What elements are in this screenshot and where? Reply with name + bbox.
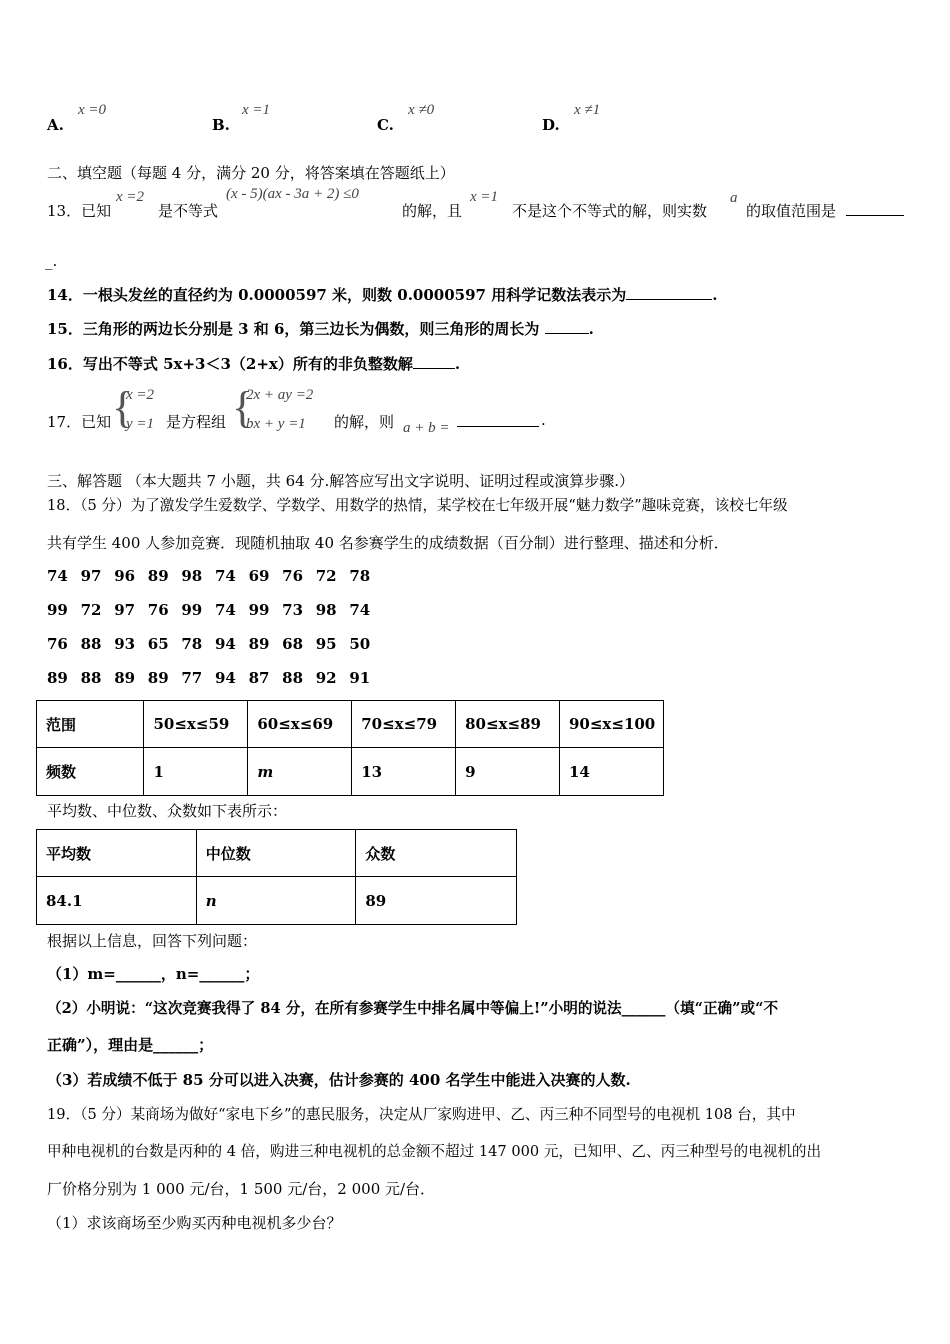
stats-header-mode: 众数 xyxy=(356,830,517,877)
q19-line1: 19．（5 分）某商场为做好“家电下乡”的惠民服务，决定从厂家购进甲、乙、丙三种不同型号的电视机 108 台，其中 xyxy=(47,1106,796,1123)
stats-intro: 平均数、中位数、众数如下表所示： xyxy=(47,802,288,820)
freq-label: 频数 xyxy=(37,748,144,796)
q18-scores-row-2: 99 72 97 76 99 74 99 73 98 74 xyxy=(47,601,371,619)
stats-value-median: n xyxy=(196,877,356,925)
frequency-table-data-row xyxy=(37,748,664,796)
q16-text: 16．写出不等式 5x+3＜3（2+x）所有的非负整数解 . xyxy=(47,355,461,373)
option-c-expr: x ≠0 xyxy=(408,102,435,118)
option-a-letter: A. xyxy=(47,116,64,134)
q13-math-a: a xyxy=(730,190,738,206)
freq-header-60-69: 60≤x≤69 xyxy=(248,701,352,748)
q18-sub2-line1: （2）小明说：“这次竞赛我得了 84 分，在所有参赛学生中排名属中等偏上!”小明的说法______（填“正确”或“不 xyxy=(47,1000,779,1017)
q13-num: 13．已知 xyxy=(47,202,112,220)
q13-answer-blank xyxy=(846,202,904,216)
option-b-letter: B. xyxy=(212,116,230,134)
q18-line2: 共有学生 400 人参加竞赛．现随机抽取 40 名参赛学生的成绩数据（百分制）进行整理、描述和分析． xyxy=(47,534,729,552)
q13-text4: 的取值范围是 xyxy=(746,202,837,220)
freq-header-50-59: 50≤x≤59 xyxy=(144,701,248,748)
q17-sys2-a: 2x + ay =2 xyxy=(246,387,314,403)
q14-text: 14．一根头发丝的直径约为 0.0000597 米，则数 0.0000597 用科学记数法表示为 . xyxy=(47,286,718,304)
freq-value-50-59: 1 xyxy=(144,748,248,796)
stats-table xyxy=(36,829,517,925)
q15-text: 15．三角形的两边长分别是 3 和 6，第三边长为偶数，则三角形的周长为 . xyxy=(47,320,594,338)
q17-sys2-b: bx + y =1 xyxy=(246,416,306,432)
q17-brace-left-1: { xyxy=(112,383,134,432)
q17-num: 17．已知 xyxy=(47,413,112,431)
q17-end: . xyxy=(541,411,546,429)
freq-value-80-89: 9 xyxy=(456,748,560,796)
q13-text1: 是不等式 xyxy=(158,202,219,220)
freq-header-70-79: 70≤x≤79 xyxy=(352,701,456,748)
stats-header-mean: 平均数 xyxy=(37,830,197,877)
q13-inequality: (x - 5)(ax - 3a + 2) ≤0 xyxy=(226,186,359,202)
q18-sub1: （1）m=______，n=______； xyxy=(47,965,260,983)
q18-prompt: 根据以上信息，回答下列问题： xyxy=(47,932,258,950)
freq-value-70-79: 13 xyxy=(352,748,456,796)
stats-table-data-row xyxy=(37,877,517,925)
option-d-expr: x ≠1 xyxy=(574,102,601,118)
q13-text3: 不是这个不等式的解，则实数 xyxy=(512,202,708,220)
q17-brace-left-2: { xyxy=(232,383,254,432)
q17-text2: 的解，则 xyxy=(334,413,395,431)
option-a-expr: x =0 xyxy=(78,102,107,118)
q18-scores-row-4: 89 88 89 89 77 94 87 88 92 91 xyxy=(47,669,371,687)
frequency-table xyxy=(36,700,664,796)
stats-value-mode: 89 xyxy=(356,877,517,925)
stats-table-header-row xyxy=(37,830,517,877)
freq-header-range: 范围 xyxy=(37,701,144,748)
q19-line2: 甲种电视机的台数是丙种的 4 倍，购进三种电视机的总金额不超过 147 000 元，已知甲、乙、丙三种型号的电视机的出 xyxy=(47,1143,822,1160)
q18-sub2-line2: 正确”），理由是______； xyxy=(47,1036,214,1054)
q13-math-x1: x =1 xyxy=(470,189,499,205)
stats-header-median: 中位数 xyxy=(196,830,356,877)
q17-sys1-a: x =2 xyxy=(126,387,155,403)
freq-header-90-100: 90≤x≤100 xyxy=(559,701,663,748)
freq-value-90-100: 14 xyxy=(559,748,663,796)
q13-text2: 的解，且 xyxy=(402,202,463,220)
q19-sub1: （1）求该商场至少购买丙种电视机多少台？ xyxy=(47,1214,342,1232)
section3-heading: 三、解答题 （本大题共 7 小题，共 64 分.解答应写出文字说明、证明过程或演算步骤.） xyxy=(47,472,635,490)
section2-heading: 二、填空题（每题 4 分，满分 20 分，将答案填在答题纸上） xyxy=(47,164,455,182)
stats-value-mean: 84.1 xyxy=(37,877,197,925)
freq-value-60-69: m xyxy=(248,748,352,796)
option-d-letter: D. xyxy=(542,116,560,134)
q18-sub3: （3）若成绩不低于 85 分可以进入决赛，估计参赛的 400 名学生中能进入决赛的人数. xyxy=(47,1071,631,1089)
q17-text1: 是方程组 xyxy=(166,413,227,431)
q17-answer-blank xyxy=(457,413,539,427)
freq-header-80-89: 80≤x≤89 xyxy=(456,701,560,748)
q19-line3: 厂价格分别为 1 000 元/台，1 500 元/台，2 000 元/台． xyxy=(47,1180,436,1198)
q17-math-ab: a + b = xyxy=(403,420,450,436)
q13-math-x2: x =2 xyxy=(116,189,145,205)
q13-tail: _. xyxy=(45,252,58,270)
option-b-expr: x =1 xyxy=(242,102,271,118)
frequency-table-header-row xyxy=(37,701,664,748)
q18-scores-row-3: 76 88 93 65 78 94 89 68 95 50 xyxy=(47,635,371,653)
q18-scores-row-1: 74 97 96 89 98 74 69 76 72 78 xyxy=(47,567,371,585)
option-c-letter: C. xyxy=(377,116,394,134)
q18-line1: 18．（5 分）为了激发学生爱数学、学数学、用数学的热情，某学校在七年级开展“魅力数学”趣味竞赛，该校七年级 xyxy=(47,497,788,514)
q17-sys1-b: y =1 xyxy=(126,416,155,432)
